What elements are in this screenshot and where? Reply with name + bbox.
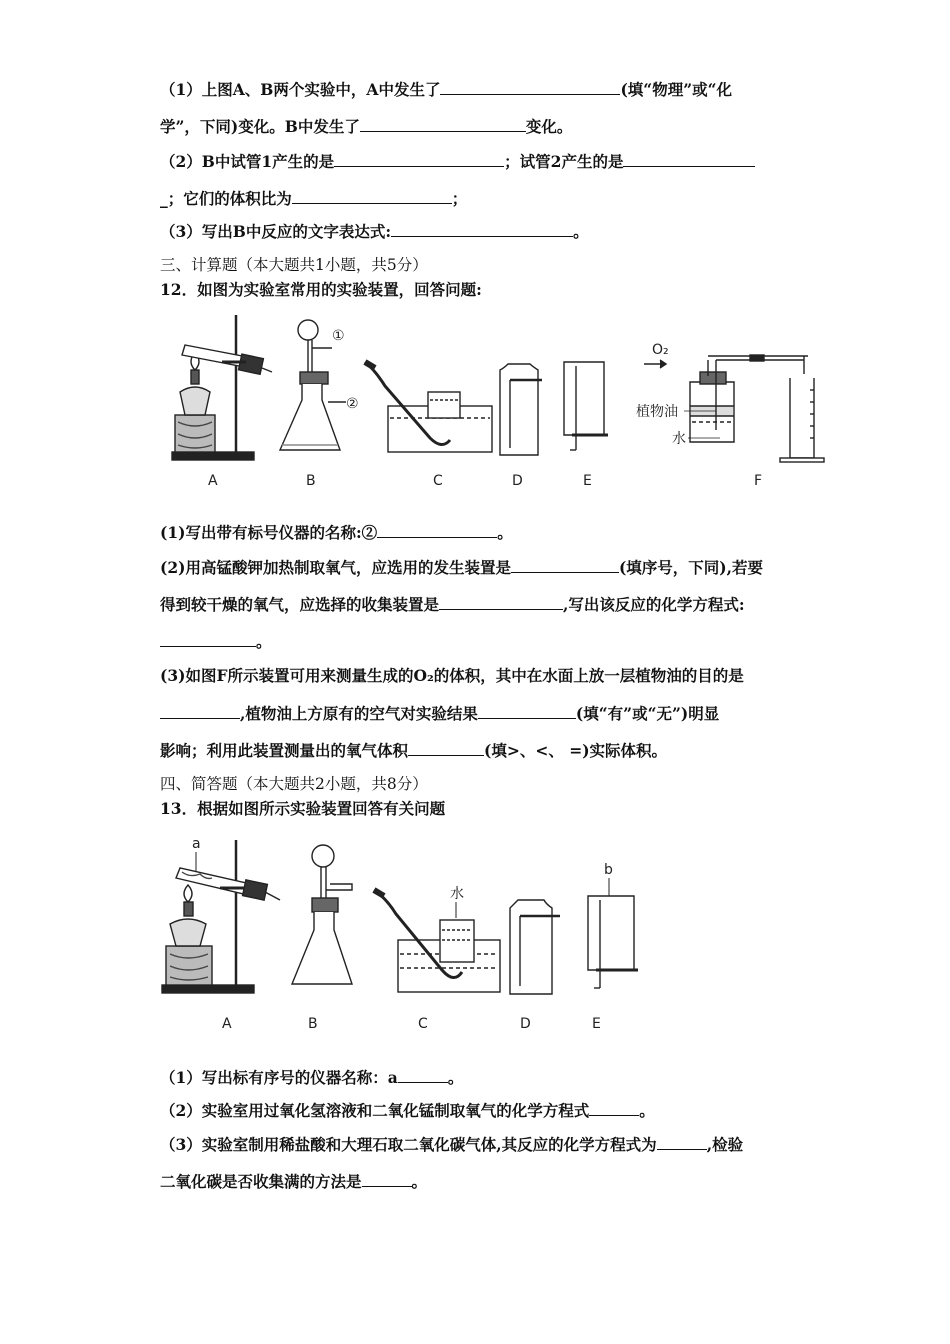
q12-p3-text-b: ,植物油上方原有的空气对实验结果 — [240, 704, 478, 723]
q2-blank-1[interactable] — [334, 151, 504, 167]
q1-text-c: 学”，下同)变化。B中发生了 — [160, 117, 360, 136]
q3-text-a: （3）写出B中反应的文字表达式: — [160, 222, 392, 241]
fig1-o2-label: O₂ — [652, 342, 669, 358]
fig1-mark-1: ① — [332, 328, 345, 344]
q1-blank-1[interactable] — [440, 79, 620, 95]
q13-s2-text-a: （2）实验室用过氧化氢溶液和二氧化锰制取氧气的化学方程式 — [160, 1101, 590, 1120]
fig1-label-f: F — [754, 473, 763, 489]
q2-text-b: ；试管2产生的是 — [504, 152, 624, 171]
q13-s2-text-b: 。 — [639, 1101, 655, 1120]
fig2-label-b: B — [308, 1016, 318, 1032]
q1-text-a: （1）上图A、B两个实验中，A中发生了 — [160, 80, 441, 99]
apparatus-f — [636, 342, 824, 489]
fig2-label-a: A — [222, 1016, 232, 1032]
q12-part2-line3 — [160, 631, 272, 652]
q12-apparatus-figure — [160, 310, 840, 490]
q13-title: 13．根据如图所示实验装置回答有关问题 — [160, 799, 446, 818]
q1-line2 — [160, 116, 572, 137]
q13-s1-blank[interactable] — [398, 1067, 448, 1083]
fig2-mark-a: a — [192, 836, 201, 852]
apparatus-13b — [292, 845, 352, 1032]
q12-p3-text-d: 影响；利用此装置测量出的氧气体积 — [160, 741, 409, 760]
q12-p3-text-a: (3)如图F所示装置可用来测量生成的O₂的体积，其中在水面上放一层植物油的目的是 — [160, 666, 744, 685]
q12-p2-blank-2[interactable] — [439, 594, 563, 610]
q12-p1-text-b: 。 — [497, 523, 513, 542]
q2-blank-3[interactable] — [292, 188, 452, 204]
q13-s3-blank-2[interactable] — [362, 1171, 412, 1187]
apparatus-e — [564, 362, 608, 489]
apparatus-13d — [510, 900, 560, 1032]
q12-part2-line1 — [160, 557, 763, 578]
q2-text-d: ； — [451, 189, 468, 208]
section4-heading: 四、简答题（本大题共2小题，共8分） — [160, 775, 428, 793]
fig1-label-e: E — [583, 473, 592, 489]
apparatus-13e — [588, 862, 638, 1032]
q1-line1 — [160, 79, 732, 100]
q12-p2-text-a: (2)用高锰酸钾加热制取氧气，应选用的发生装置是 — [160, 558, 511, 577]
q1-blank-2[interactable] — [360, 116, 526, 132]
q12-part3-line3 — [160, 740, 667, 761]
q2-text-a: （2）B中试管1产生的是 — [160, 152, 335, 171]
q12-p2-blank-1[interactable] — [511, 557, 619, 573]
q3-text-b: 。 — [573, 222, 589, 241]
fig1-label-c: C — [433, 473, 443, 489]
q2-line2 — [160, 188, 467, 209]
q12-p3-text-e: (填>、<、 =)实际体积。 — [484, 741, 668, 760]
q13-s3-text-d: 。 — [411, 1172, 428, 1191]
fig2-label-c: C — [418, 1016, 428, 1032]
q3-line — [160, 221, 589, 242]
q2-text-c: _；它们的体积比为 — [160, 189, 292, 208]
fig1-mark-2: ② — [346, 396, 359, 412]
fig1-oil-label: 植物油 — [636, 404, 678, 420]
q12-p2-text-e: 。 — [256, 632, 272, 651]
fig1-label-b: B — [306, 473, 316, 489]
q13-apparatus-figure — [160, 830, 640, 1035]
fig2-label-e: E — [592, 1016, 601, 1032]
q12-p3-blank-1[interactable] — [160, 703, 240, 719]
q13-s3-blank-1[interactable] — [657, 1134, 707, 1150]
q2-line1 — [160, 151, 755, 172]
q13-part3-line2 — [160, 1171, 427, 1192]
fig2-water-label: 水 — [450, 886, 464, 902]
fig1-label-a: A — [208, 473, 218, 489]
q12-p1-blank[interactable] — [377, 522, 497, 538]
apparatus-13a — [162, 836, 280, 1032]
q12-title: 12．如图为实验室常用的实验装置，回答问题: — [160, 280, 482, 299]
q13-s3-text-c: 二氧化碳是否收集满的方法是 — [160, 1172, 362, 1191]
q12-part3-line1 — [160, 666, 744, 686]
q12-p2-text-c: 得到较干燥的氧气，应选择的收集装置是 — [160, 595, 440, 614]
apparatus-c — [365, 362, 492, 489]
q12-part3-line2 — [160, 703, 719, 724]
q12-p2-text-b: (填序号，下同),若要 — [618, 558, 764, 577]
q3-blank[interactable] — [391, 221, 573, 237]
q13-s2-blank[interactable] — [589, 1100, 639, 1116]
q13-s3-text-b: ,检验 — [706, 1135, 744, 1154]
q13-s1-text-a: （1）写出标有序号的仪器名称：a — [160, 1068, 398, 1087]
q12-p3-text-c: (填“有”或“无”)明显 — [575, 704, 720, 723]
q2-blank-2[interactable] — [623, 151, 755, 167]
q12-p3-blank-3[interactable] — [408, 740, 484, 756]
q13-part1 — [160, 1067, 463, 1088]
fig2-mark-b: b — [604, 862, 613, 878]
q12-part1 — [160, 522, 513, 543]
q13-s3-text-a: （3）实验室制用稀盐酸和大理石取二氧化碳气体,其反应的化学方程式为 — [160, 1135, 657, 1154]
apparatus-b — [280, 320, 359, 489]
q13-part3-line1 — [160, 1134, 743, 1155]
q12-part2-line2 — [160, 594, 745, 615]
fig1-water-label: 水 — [672, 431, 686, 447]
q1-text-b: (填“物理”或“化 — [620, 80, 733, 99]
q13-part2 — [160, 1100, 655, 1121]
q13-s1-text-b: 。 — [447, 1068, 464, 1087]
section3-heading: 三、计算题（本大题共1小题，共5分） — [160, 256, 428, 274]
q12-p3-blank-2[interactable] — [478, 703, 576, 719]
q12-p2-text-d: ,写出该反应的化学方程式: — [563, 595, 745, 614]
fig1-label-d: D — [512, 473, 523, 489]
apparatus-a — [172, 315, 272, 489]
apparatus-13c — [374, 885, 500, 1032]
q12-p2-blank-3[interactable] — [160, 631, 256, 647]
q1-text-d: 变化。 — [525, 117, 573, 136]
q12-p1-text-a: (1)写出带有标号仪器的名称:② — [160, 523, 378, 542]
apparatus-d — [500, 364, 542, 489]
fig2-label-d: D — [520, 1016, 531, 1032]
